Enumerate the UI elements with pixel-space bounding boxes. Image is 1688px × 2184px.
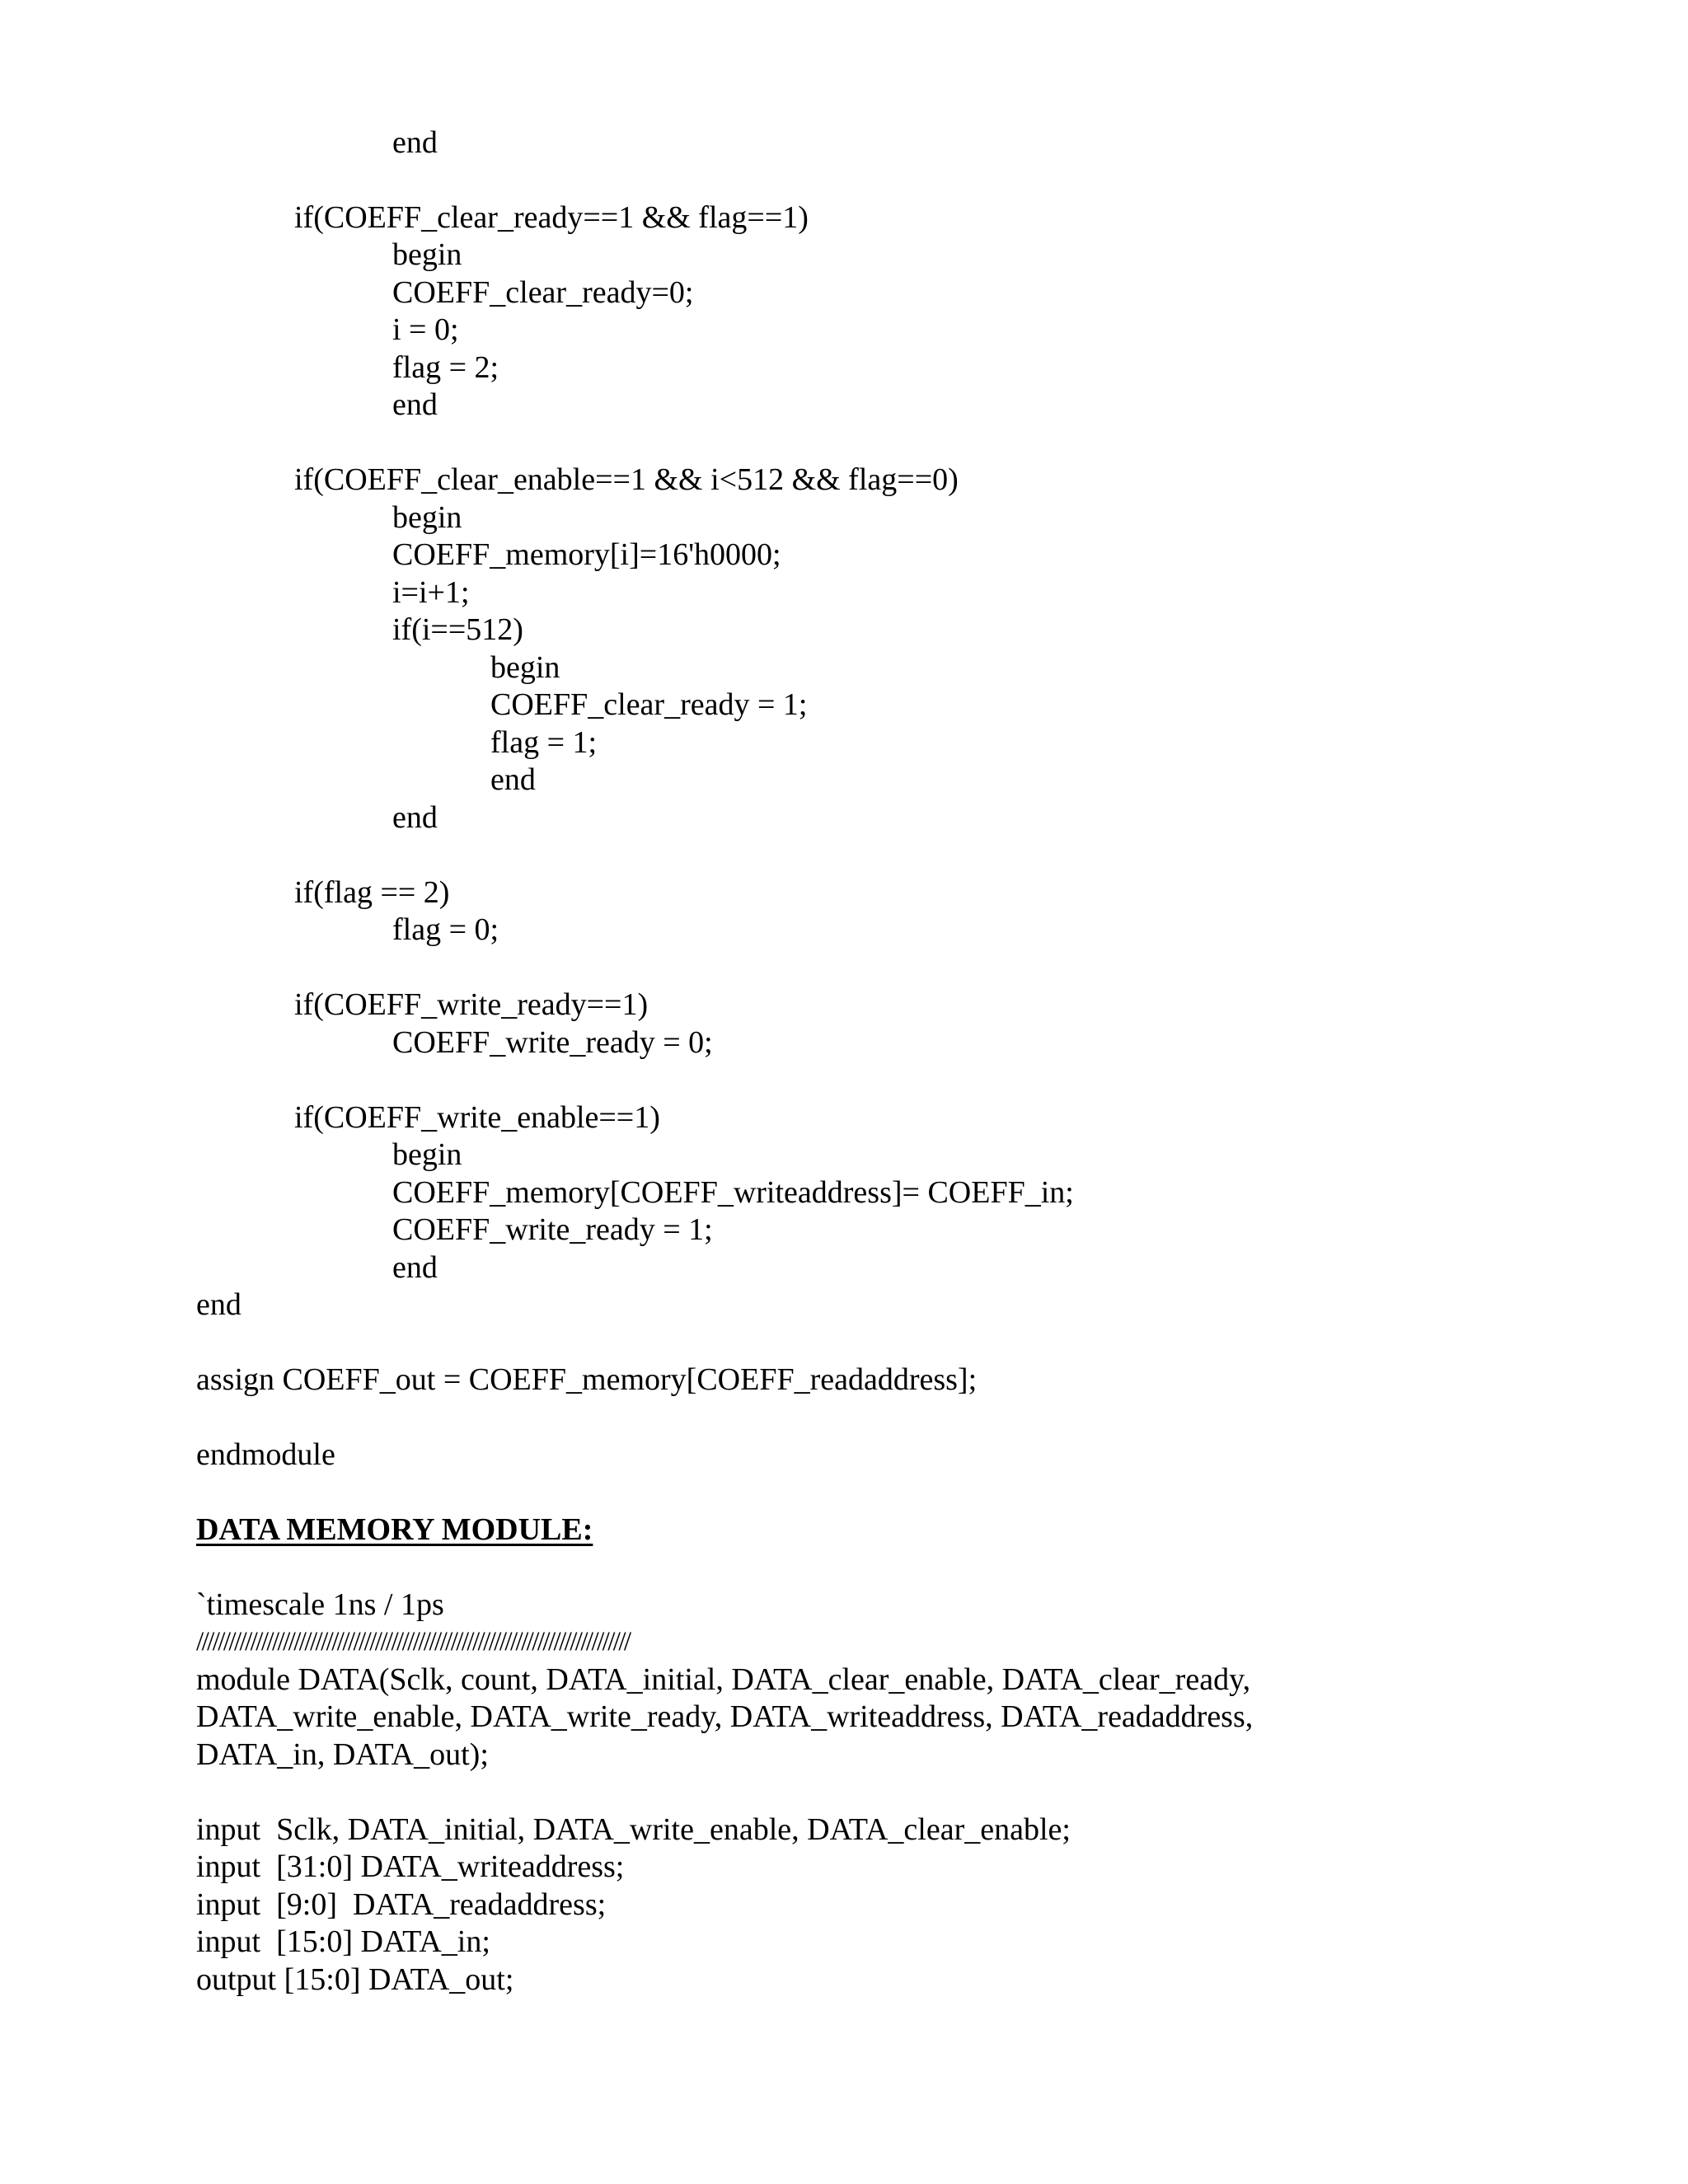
code-line: begin [490,650,560,685]
code-line: input [15:0] DATA_in; [196,1924,490,1959]
section-heading: DATA MEMORY MODULE: [196,1512,593,1547]
code-line: flag = 0; [392,912,499,947]
code-line: if(COEFF_clear_ready==1 && flag==1) [294,200,809,235]
code-line: end [490,762,536,797]
code-line: i = 0; [392,312,459,347]
code-line: end [196,1287,241,1322]
comment-divider: //////////////////////////////////////////////////////////////////////////////// [196,1627,630,1657]
code-line: if(COEFF_clear_enable==1 && i<512 && flag==0) [294,462,959,497]
code-line: if(flag == 2) [294,875,450,910]
code-line: module DATA(Sclk, count, DATA_initial, DATA_clear_enable, DATA_clear_ready, [196,1662,1251,1697]
code-line: begin [392,500,462,535]
code-line: DATA_write_enable, DATA_write_ready, DATA_writeaddress, DATA_readaddress, [196,1699,1254,1734]
code-line: endmodule [196,1437,335,1472]
code-line: end [392,1250,438,1285]
code-line: begin [392,237,462,272]
code-line: input [9:0] DATA_readaddress; [196,1887,607,1922]
code-line: end [392,125,438,160]
code-line: COEFF_memory[COEFF_writeaddress]= COEFF_in; [392,1175,1074,1210]
code-line: if(COEFF_write_ready==1) [294,987,649,1022]
code-line: input [31:0] DATA_writeaddress; [196,1849,625,1884]
code-line: DATA_in, DATA_out); [196,1737,489,1772]
code-line: `timescale 1ns / 1ps [196,1587,444,1622]
code-line: COEFF_memory[i]=16'h0000; [392,537,781,572]
code-line: COEFF_clear_ready=0; [392,275,694,310]
code-line: end [392,387,438,422]
code-line: flag = 2; [392,350,499,385]
code-line: if(i==512) [392,612,523,647]
code-line: COEFF_write_ready = 1; [392,1212,713,1247]
code-line: COEFF_write_ready = 0; [392,1025,713,1060]
code-line: begin [392,1137,462,1172]
code-line: end [392,800,438,835]
code-line: output [15:0] DATA_out; [196,1962,514,1997]
code-line: input Sclk, DATA_initial, DATA_write_enable, DATA_clear_enable; [196,1812,1071,1847]
code-line: assign COEFF_out = COEFF_memory[COEFF_readaddress]; [196,1362,978,1397]
code-line: flag = 1; [490,725,598,760]
code-line: if(COEFF_write_enable==1) [294,1100,660,1135]
code-line: COEFF_clear_ready = 1; [490,687,808,722]
code-line: i=i+1; [392,575,470,610]
